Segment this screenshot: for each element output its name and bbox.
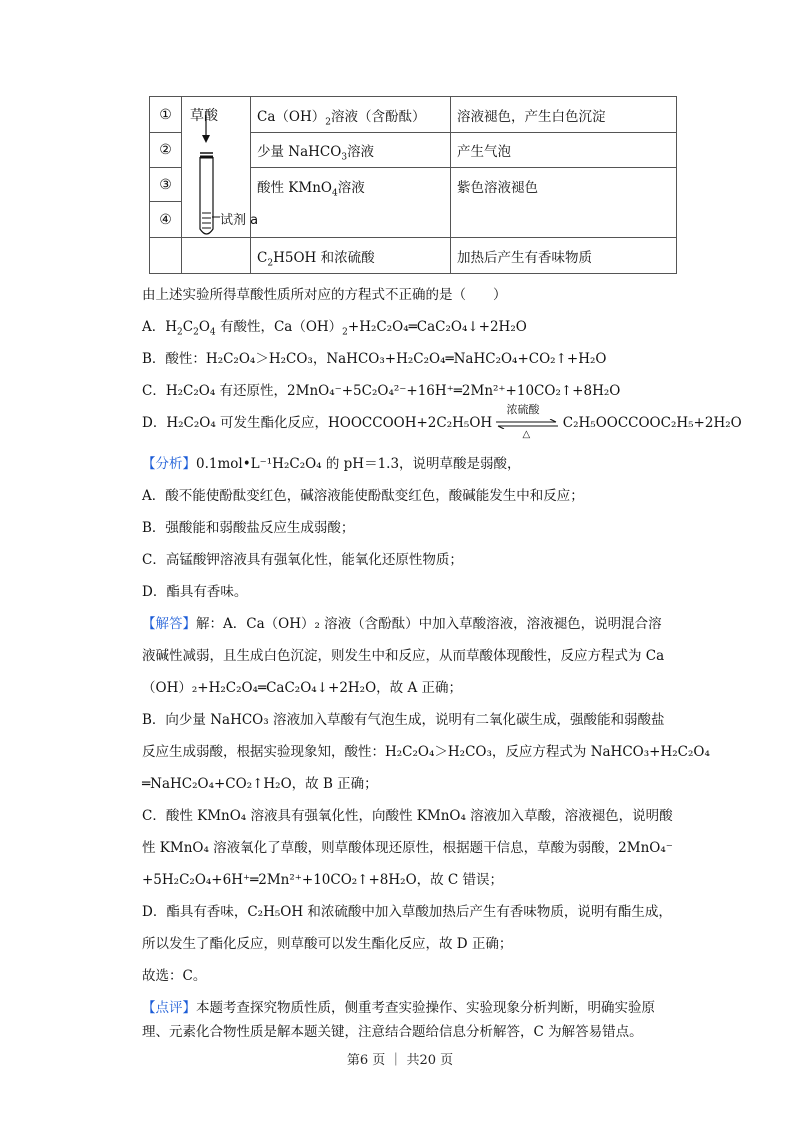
reagent-cell: $C_2H5OH$ 和浓硫酸	[251, 238, 451, 274]
answer-line: 液碱性减弱，且生成白色沉淀，则发生中和反应，从而草酸体现酸性，反应方程式为 Ca	[142, 648, 665, 664]
comment-head: 【点评】本题考查探究物质性质，侧重考查实验操作、实验现象分析判断，明确实验原	[142, 1000, 655, 1016]
test-tube-figure	[182, 97, 259, 238]
reaction-condition-arrow	[496, 402, 558, 440]
analysis-line: C．高锰酸钾溶液具有强氧化性，能氧化还原性物质；	[142, 552, 463, 568]
answer-line: B．向少量 NaHCO₃ 溶液加入草酸有气泡生成，说明有二氧化碳生成，强酸能和弱酸盐	[142, 712, 665, 728]
row-number: ④	[150, 202, 182, 238]
page-footer: 第6 页 ｜ 共20 页	[346, 1053, 454, 1068]
phenomenon-cell: 产生气泡	[451, 133, 677, 168]
phenomenon-cell: 溶液褪色，产生白色沉淀	[451, 97, 677, 133]
table-row	[150, 238, 677, 274]
equilibrium-arrow-icon	[496, 419, 558, 429]
answer-line: 故选：C。	[142, 968, 207, 984]
answer-line: （OH）₂+H₂C₂O₄═CaC₂O₄↓+2H₂O，故 A 正确；	[142, 680, 462, 696]
comment-line: 理、元素化合物性质是解本题关键，注意结合题给信息分析解答，C 为解答易错点。	[142, 1024, 643, 1040]
figure-top-label: 草酸	[190, 108, 218, 124]
analysis-tag: 【分析】	[142, 456, 196, 472]
row-number: ②	[150, 133, 182, 168]
answer-line: 性 KMnO₄ 溶液氧化了草酸，则草酸体现还原性，根据题干信息，草酸为弱酸，2MnO₄⁻	[142, 840, 673, 856]
answer-head: 【解答】解：A．Ca（OH）₂ 溶液（含酚酞）中加入草酸溶液，溶液褪色，说明混合溶	[142, 616, 662, 632]
question-text: 由上述实验所得草酸性质所对应的方程式不正确的是（ ）	[142, 287, 507, 303]
analysis-head: 【分析】0.1mol•L⁻¹H₂C₂O₄ 的 pH＝1.3，说明草酸是弱酸，	[142, 456, 521, 472]
figure-side-label: 试剂 a	[220, 213, 259, 228]
analysis-line: D．酯具有香味。	[142, 584, 248, 600]
comment-tag: 【点评】	[142, 1000, 196, 1016]
experiment-table	[149, 96, 677, 274]
answer-line: +5H₂C₂O₄+6H⁺═2Mn²⁺+10CO₂↑+8H₂O，故 C 错误；	[142, 872, 504, 888]
answer-line: D．酯具有香味，C₂H₅OH 和浓硫酸中加入草酸加热后产生有香味物质，说明有酯生成，	[142, 904, 672, 920]
reagent-cell: $Ca(OH)_2$溶液（含酚酞）	[251, 97, 451, 133]
reagent-cell: 少量 NaHCO$_3$溶液	[251, 133, 451, 168]
analysis-line: B．强酸能和弱酸盐反应生成弱酸；	[142, 520, 355, 536]
option-c: C．H₂C₂O₄ 有还原性，2MnO₄⁻+5C₂O₄²⁻+16H⁺═2Mn²⁺+10CO₂↑+8H₂O	[142, 383, 621, 399]
condition-catalyst: 浓硫酸	[506, 402, 540, 416]
option-a: A．$H_2C_2O_4$ 有酸性，$Ca(OH)_2+H_2C_2O_4═CaC_2O_4↓+2H_2O$	[142, 319, 527, 338]
row-number: ①	[150, 97, 182, 133]
answer-line: C．酸性 KMnO₄ 溶液具有强氧化性，向酸性 KMnO₄ 溶液加入草酸，溶液褪色，说明酸	[142, 808, 673, 824]
reagent-cell: 酸性 KMnO$_4$溶液	[251, 168, 451, 238]
table-row	[150, 97, 677, 133]
phenomenon-cell: 紫色溶液褪色	[451, 168, 677, 238]
answer-line: 所以发生了酯化反应，则草酸可以发生酯化反应，故 D 正确；	[142, 936, 513, 952]
phenomenon-cell: 加热后产生有香味物质	[451, 238, 677, 274]
analysis-line: A．酸不能使酚酞变红色，碱溶液能使酚酞变红色，酸碱能发生中和反应；	[142, 488, 584, 504]
option-b: B．酸性：H₂C₂O₄＞H₂CO₃，NaHCO₃+H₂C₂O₄═NaHC₂O₄+CO₂↑+H₂O	[142, 351, 607, 367]
answer-tag: 【解答】	[142, 616, 196, 632]
answer-line: 反应生成弱酸，根据实验现象知，酸性：H₂C₂O₄＞H₂CO₃，反应方程式为 NaHCO₃+H₂C₂O₄	[142, 744, 710, 760]
answer-line: ═NaHC₂O₄+CO₂↑H₂O，故 B 正确；	[142, 776, 378, 792]
option-d: D．H₂C₂O₄ 可发生酯化反应，HOOCCOOH+2C₂H₅OH 浓硫酸 △ C₂H₅OOCCOOC₂H₅+2H₂O	[142, 402, 742, 440]
condition-heat: △	[522, 428, 531, 440]
row-number: ③	[150, 168, 182, 202]
